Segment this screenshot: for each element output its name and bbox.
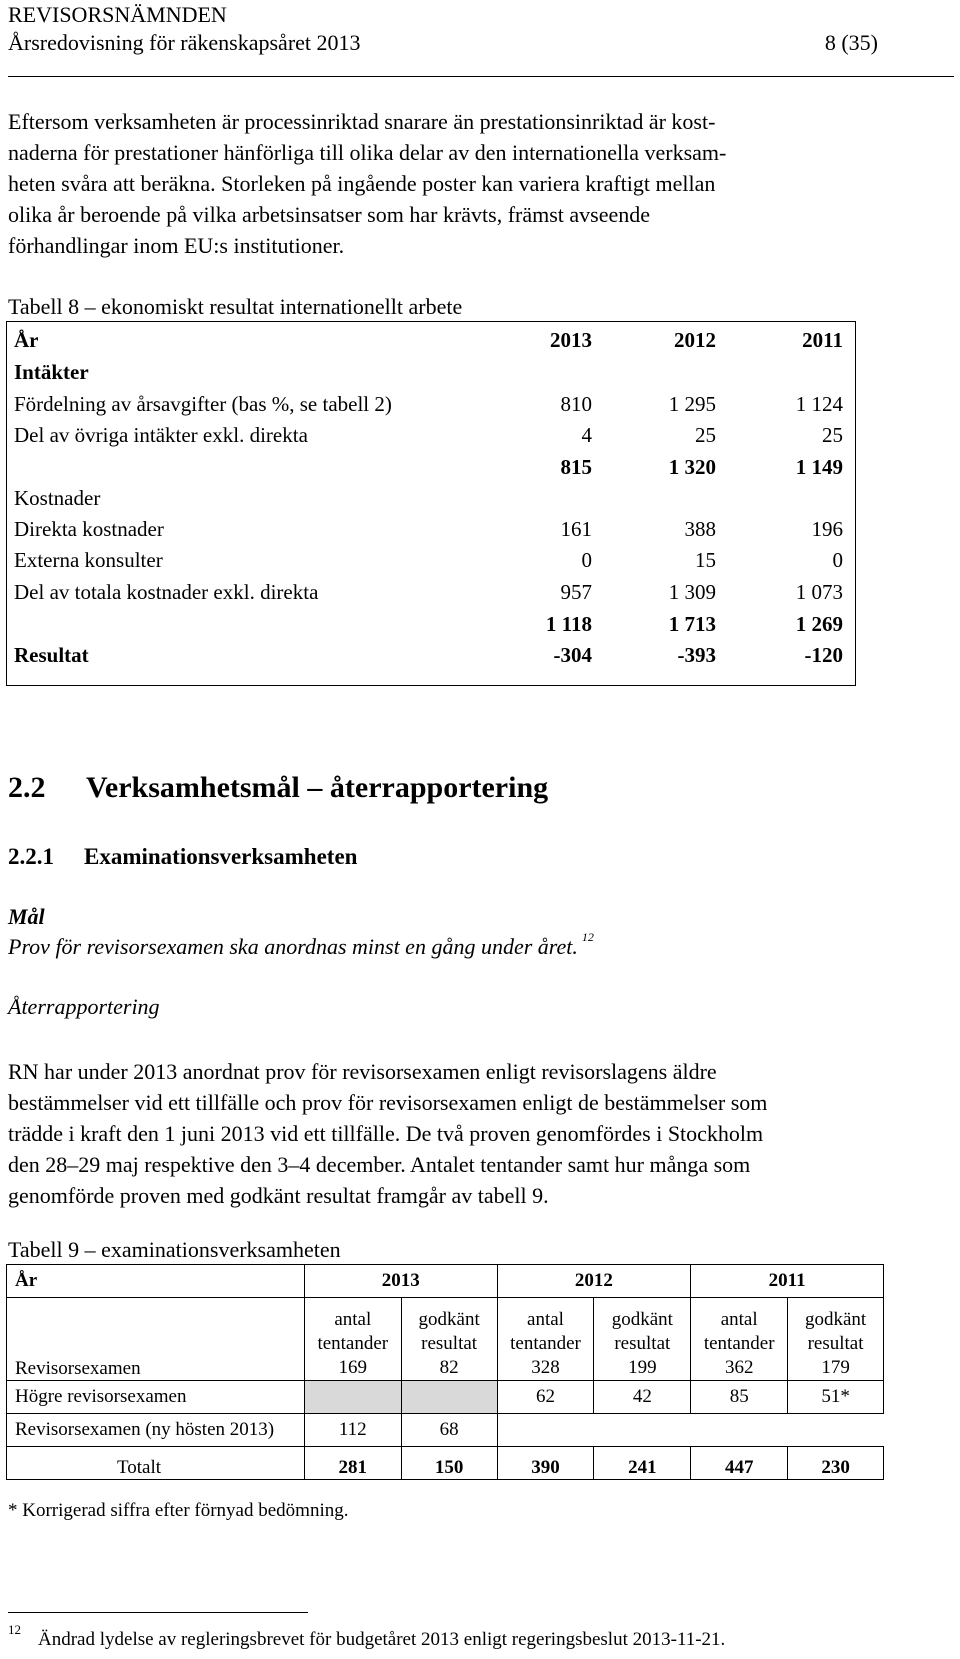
table9-cell: 390 (497, 1447, 594, 1480)
table9-cell: godkänt resultat 82 (401, 1298, 497, 1381)
table9-year: 2013 (304, 1265, 497, 1298)
table8-row-label: Intäkter (14, 360, 89, 384)
table9-cell-empty (691, 1414, 788, 1447)
table9-cell: antal tentander 328 (497, 1298, 594, 1381)
table8-cell: 1 295 (668, 392, 716, 416)
footnote-reference: 12 (581, 930, 594, 944)
table8-cell: 810 (560, 392, 592, 416)
table8-year: 2013 (550, 328, 592, 352)
table9-cell: 85 (691, 1381, 788, 1414)
header-divider (8, 76, 954, 77)
table9-row-label: Revisorsexamen (ny hösten 2013) (7, 1414, 305, 1447)
table9-cell-empty (788, 1414, 884, 1447)
table8-cell: 815 (560, 455, 592, 479)
paragraph-line: trädde i kraft den 1 juni 2013 vid ett tillfälle. De två proven genomfördes i Stockholm (8, 1121, 764, 1146)
table8-cell: -120 (804, 643, 843, 667)
table8-cell: 1 309 (668, 580, 716, 604)
paragraph-line: RN har under 2013 anordnat prov för revisorsexamen enligt revisorslagens äldre (8, 1059, 717, 1084)
intro-paragraph (8, 106, 878, 261)
goal-text (8, 930, 594, 960)
table8-row-label: Del av totala kostnader exkl. direkta (14, 580, 319, 604)
table9-cell: 68 (401, 1414, 497, 1447)
table8 (6, 321, 856, 686)
table8-row-label: Resultat (14, 643, 89, 667)
table8-cell: 4 (581, 423, 592, 447)
table9-row-label: Revisorsexamen (7, 1298, 305, 1381)
table8-cell: 161 (560, 517, 592, 541)
table8-cell: 1 118 (545, 612, 592, 636)
table9-cell-empty (304, 1381, 401, 1414)
table8-cell: 957 (560, 580, 592, 604)
table8-caption: Tabell 8 – ekonomiskt resultat internationellt arbete (8, 294, 463, 319)
table8-cell: 1 149 (795, 455, 843, 479)
table9-cell-empty (497, 1414, 594, 1447)
table9-cell: 62 (497, 1381, 594, 1414)
table8-cell: 1 124 (795, 392, 843, 416)
table8-row-label: Kostnader (14, 486, 101, 510)
table8-cell: 1 269 (795, 612, 843, 636)
table8-cell: 1 713 (668, 612, 716, 636)
table9-cell: 447 (691, 1447, 788, 1480)
paragraph-line: olika år beroende på vilka arbetsinsatser som har krävts, främst avseende (8, 202, 651, 227)
table8-cell: 0 (832, 548, 843, 572)
table8-row (7, 360, 855, 390)
goal-heading: Mål (8, 904, 45, 929)
table9-cell: 241 (594, 1447, 691, 1480)
document-title: Årsredovisning för räkenskapsåret 2013 (8, 30, 361, 55)
table8-cell: -304 (553, 643, 592, 667)
table8-row-label: Externa konsulter (14, 548, 163, 572)
paragraph-line: naderna för prestationer hänförliga till olika delar av den internationella verksam- (8, 140, 727, 165)
table8-cell: 196 (811, 517, 843, 541)
section-title: Verksamhetsmål – återrapportering (86, 771, 549, 804)
subsection-number: 2.2.1 (8, 844, 54, 869)
table8-row-label: Fördelning av årsavgifter (bas %, se tabell 2) (14, 392, 392, 416)
table8-cell: 0 (581, 548, 592, 572)
table8-header-row (7, 328, 855, 358)
table8-row (7, 580, 855, 610)
paragraph-line: bestämmelser vid ett tillfälle och prov för revisorsexamen enligt de bestämmelser som (8, 1090, 768, 1115)
section-heading (8, 771, 548, 805)
table8-year: 2012 (674, 328, 716, 352)
table9-year: 2011 (691, 1265, 884, 1298)
table9-row (7, 1414, 884, 1447)
table9-cell: antal tentander 169 (304, 1298, 401, 1381)
table8-row-label: Direkta kostnader (14, 517, 164, 541)
table8-row (7, 548, 855, 578)
page-number: 8 (35) (824, 30, 878, 55)
footnote-number: 12 (8, 1622, 21, 1637)
table8-result-row (7, 643, 855, 673)
paragraph-line: den 28–29 maj respektive den 3–4 december. Antalet tentander samt hur många som (8, 1152, 751, 1177)
organization-name: REVISORSNÄMNDEN (8, 2, 227, 27)
table8-subtotal-row (7, 455, 855, 485)
table9-cell: 112 (304, 1414, 401, 1447)
table9-cell: godkänt resultat 179 (788, 1298, 884, 1381)
table9-cell-empty (401, 1381, 497, 1414)
table9-caption: Tabell 9 – examinationsverksamheten (8, 1237, 341, 1262)
paragraph-line: förhandlingar inom EU:s institutioner. (8, 233, 345, 258)
table9-row (7, 1298, 884, 1381)
table8-row-label: Del av övriga intäkter exkl. direkta (14, 423, 308, 447)
section-number: 2.2 (8, 771, 46, 804)
table9 (6, 1264, 884, 1480)
table8-cell: 15 (695, 548, 716, 572)
table9-cell: 281 (304, 1447, 401, 1480)
table9-row-label: Högre revisorsexamen (7, 1381, 305, 1414)
table8-year: 2011 (802, 328, 843, 352)
report-paragraph (8, 1056, 938, 1211)
table9-header-row (7, 1265, 884, 1298)
table8-cell: -393 (677, 643, 716, 667)
table9-cell: 230 (788, 1447, 884, 1480)
table8-row (7, 486, 855, 516)
table9-cell-empty (594, 1414, 691, 1447)
table8-cell: 1 320 (668, 455, 716, 479)
table9-note: * Korrigerad siffra efter förnyad bedömning. (8, 1500, 349, 1521)
paragraph-line: Eftersom verksamheten är processinriktad snarare än prestationsinriktad är kost- (8, 109, 716, 134)
footnote-text: Ändrad lydelse av regleringsbrevet för budgetåret 2013 enligt regeringsbeslut 2013-11-21. (38, 1629, 726, 1650)
table8-header-label: År (14, 328, 39, 352)
table8-row (7, 392, 855, 422)
table9-cell: 42 (594, 1381, 691, 1414)
table9-cell: 51* (788, 1381, 884, 1414)
table9-cell: antal tentander 362 (691, 1298, 788, 1381)
report-heading: Återrapportering (8, 994, 160, 1019)
table9-total-row (7, 1447, 884, 1480)
table9-row (7, 1381, 884, 1414)
subsection-heading (8, 844, 357, 870)
table8-cell: 1 073 (795, 580, 843, 604)
table9-year: 2012 (497, 1265, 691, 1298)
table9-cell: godkänt resultat 199 (594, 1298, 691, 1381)
goal-sentence: Prov för revisorsexamen ska anordnas minst en gång under året. (8, 934, 578, 959)
subsection-title: Examinationsverksamheten (84, 844, 358, 869)
table8-cell: 388 (684, 517, 716, 541)
footnote-divider (8, 1612, 308, 1613)
paragraph-line: genomförde proven med godkänt resultat framgår av tabell 9. (8, 1183, 549, 1208)
table8-subtotal-row (7, 612, 855, 642)
table8-cell: 25 (695, 423, 716, 447)
table8-row (7, 517, 855, 547)
paragraph-line: heten svåra att beräkna. Storleken på ingående poster kan variera kraftigt mellan (8, 171, 716, 196)
table9-cell: 150 (401, 1447, 497, 1480)
table9-header-label: År (7, 1265, 305, 1298)
table8-row (7, 423, 855, 453)
table8-cell: 25 (822, 423, 843, 447)
table9-row-label: Totalt (7, 1447, 305, 1480)
